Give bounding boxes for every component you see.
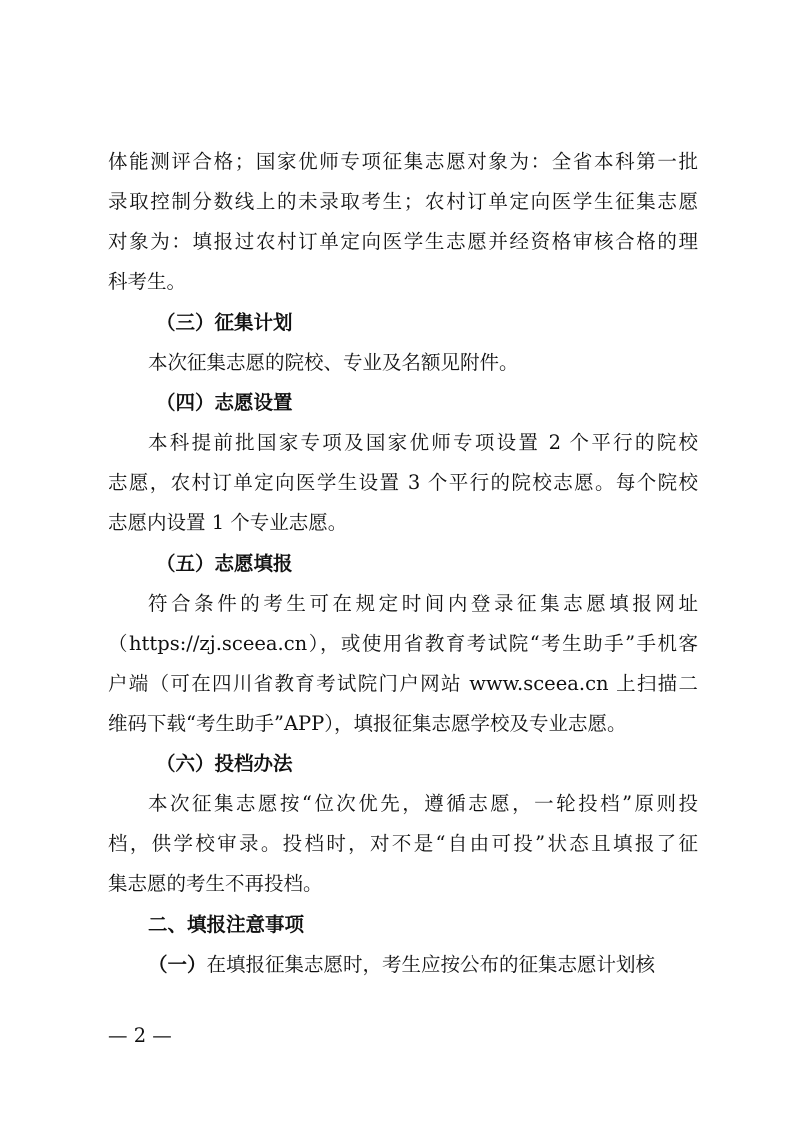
chapter-heading-notes: 二、填报注意事项 (148, 913, 305, 936)
section-heading-filling: （五）志愿填报 (156, 552, 293, 575)
body-text-line: 档，供学校审录。投档时，对不是“自由可投”状态且填报了征 (108, 832, 698, 855)
section-heading-settings: （四）志愿设置 (156, 391, 293, 414)
body-text-line: 本次征集志愿按“位次优先，遵循志愿，一轮投档”原则投 (148, 792, 698, 815)
item-text: 在填报征集志愿时，考生应按公布的征集志愿计划核 (206, 953, 656, 976)
body-text-line: 维码下载“考生助手”APP），填报征集志愿学校及专业志愿。 (108, 712, 627, 735)
body-text-line: 集志愿的考生不再投档。 (108, 872, 323, 895)
body-text-line: 对象为：填报过农村订单定向医学生志愿并经资格审核合格的理 (108, 230, 698, 253)
body-text-line: 符合条件的考生可在规定时间内登录征集志愿填报网址 (148, 592, 698, 615)
body-text-line: 科考生。 (108, 270, 187, 293)
page-number: — 2 — (108, 1024, 172, 1047)
body-text-line: 志愿内设置 1 个专业志愿。 (108, 511, 348, 534)
body-text-line (148, 947, 698, 983)
body-text-line: 录取控制分数线上的未录取考生；农村订单定向医学生征集志愿 (108, 190, 698, 213)
body-text-line: 本次征集志愿的院校、专业及名额见附件。 (148, 351, 519, 374)
body-text-line: 体能测评合格；国家优师专项征集志愿对象为：全省本科第一批 (108, 150, 698, 173)
body-text-line: 户端（可在四川省教育考试院门户网站 www.sceea.cn 上扫描二 (108, 672, 698, 695)
body-text-line: 本科提前批国家专项及国家优师专项设置 2 个平行的院校 (148, 431, 698, 454)
section-heading-plan: （三）征集计划 (156, 311, 293, 334)
body-text-line: 志愿，农村订单定向医学生设置 3 个平行的院校志愿。每个院校 (108, 471, 698, 494)
body-text-line: （https://zj.sceea.cn），或使用省教育考试院“考生助手”手机客 (108, 632, 698, 655)
section-heading-admission: （六）投档办法 (156, 752, 293, 775)
item-lead-number: （一） (148, 953, 207, 976)
